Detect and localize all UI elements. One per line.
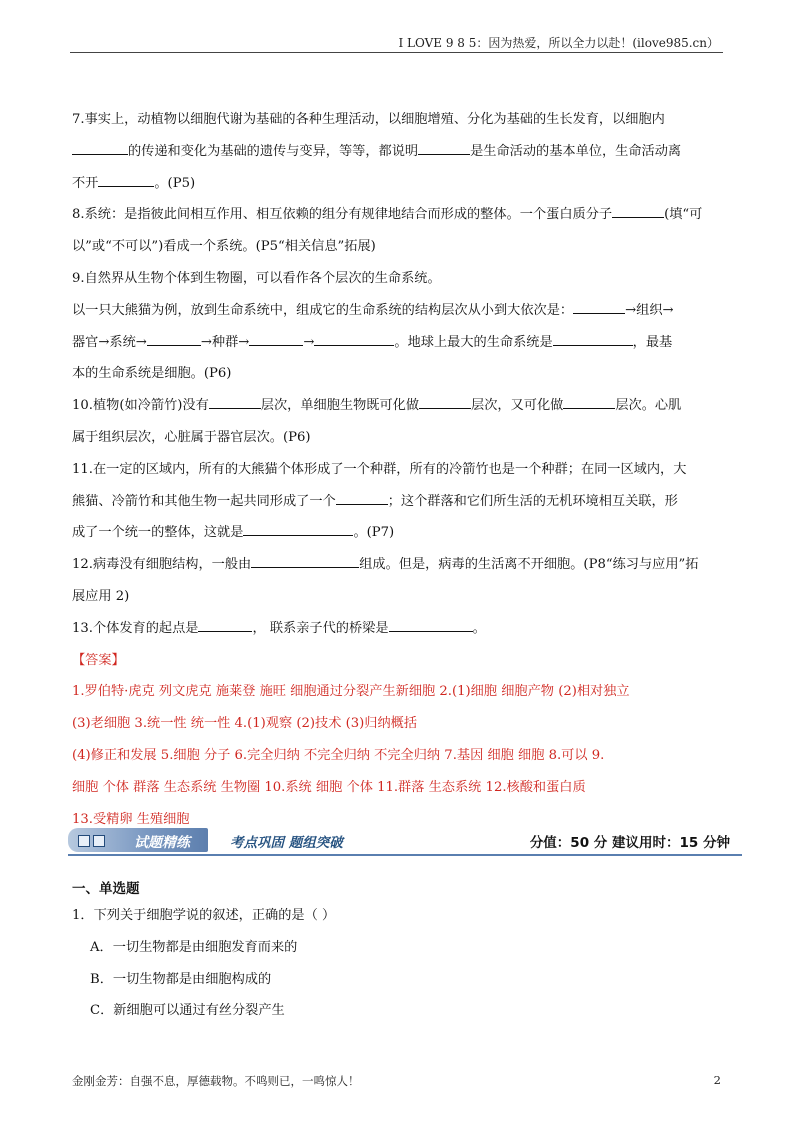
page-number: 2 [713,1073,721,1087]
answer-block [72,676,724,835]
item-8-text: 以”或“不可以”)看成一个系统。(P5“相关信息”拓展) [72,239,376,255]
blank [573,299,625,314]
item-10-text: 层次，又可化做 [471,398,564,414]
item-9-text: 器官→系统→ [72,334,147,350]
item-11-text: 成了一个统一的整体，这就是 [72,525,244,541]
item-9-text: ，最基 [632,334,673,350]
item-8-text: (填“可 [664,207,703,223]
blank [553,331,633,346]
item-11 [72,454,724,549]
item-11-text: 。(P7) [353,525,395,541]
answer-line: 1.罗伯特·虎克 列文虎克 施莱登 施旺 细胞通过分裂产生新细胞 2.(1)细胞 细胞产物 (2)相对独立 [72,684,630,700]
item-12-text: 展应用 2) [72,588,130,604]
blank [147,331,201,346]
blank [249,331,303,346]
item-10-text: 属于组织层次，心脏属于器官层次。(P6) [72,429,311,445]
blank [389,617,473,632]
banner-score: 分值：50 分 建议用时：15 分钟 [529,835,730,851]
answer-line: (3)老细胞 3.统一性 统一性 4.(1)观察 (2)技术 (3)归纳概括 [72,716,418,732]
banner-rule [68,854,742,856]
item-8 [72,199,724,263]
item-12-text: 12.病毒没有细胞结构，一般由 [72,557,252,573]
blank [243,521,353,536]
item-7-text: 的传递和变化为基础的遗传与变异，等等，都说明 [128,143,419,159]
page-header: I LOVE 9 8 5：因为热爱，所以全力以赴！(ilove985.cn） [398,36,719,50]
item-11-text: ；这个群落和它们所生活的无机环境相互关联，形 [387,493,678,509]
banner-label: 试题精练 [134,835,190,851]
item-13-text: 。 [472,620,486,636]
item-7-text: 是生命活动的基本单位，生命活动离 [470,143,682,159]
blank [98,172,154,187]
blank [72,140,128,155]
item-13-text: 13.个体发育的起点是 [72,620,199,636]
section-banner [68,826,742,858]
answer-line: (4)修正和发展 5.细胞 分子 6.完全归纳 不完全归纳 不完全归纳 7.基因 细胞 细胞 8.可以 9. [72,747,605,763]
item-8-text: 8.系统：是指彼此间相互作用、相互依赖的组分有规律地结合而形成的整体。一个蛋白质分子 [72,207,613,223]
item-9-text: 。地球上最大的生命系统是 [394,334,553,350]
item-12 [72,549,724,613]
item-11-text: 熊猫、冷箭竹和其他生物一起共同形成了一个 [72,493,336,509]
blank [209,394,261,409]
question-1 [72,900,724,1027]
option-b: B．一切生物都是由细胞构成的 [90,971,272,987]
blank [419,394,471,409]
blank [251,553,359,568]
item-13 [72,613,724,645]
item-9-text: 本的生命系统是细胞。(P6) [72,366,232,382]
blank [563,394,615,409]
item-7 [72,104,724,199]
footer-motto: 金刚金芳：自强不息，厚德载物。不鸣则已，一鸣惊人！ [72,1074,360,1088]
item-7-text: 。(P5) [154,175,196,191]
answer-line: 13.受精卵 生殖细胞 [72,811,190,827]
header-rule [70,52,723,53]
blank [612,203,664,218]
item-10-text: 层次，单细胞生物既可化做 [260,398,420,414]
question-stem: 1．下列关于细胞学说的叙述，正确的是（ ） [72,908,336,923]
option-c: C．新细胞可以通过有丝分裂产生 [90,1003,285,1019]
item-7-text: 不开 [72,175,99,191]
document-body [72,104,724,835]
section-title: 一、单选题 [72,881,140,897]
item-7-text: 7.事实上，动植物以细胞代谢为基础的各种生理活动，以细胞增殖、分化为基础的生长发育，以细胞内 [72,112,665,127]
item-11-text: 11.在一定的区域内，所有的大熊猫个体形成了一个种群，所有的冷箭竹也是一个种群；在同一区域内，大 [72,461,687,477]
answer-line: 细胞 个体 群落 生态系统 生物圈 10.系统 细胞 个体 11.群落 生态系统 12.核酸和蛋白质 [72,779,586,795]
item-9-text: 9.自然界从生物个体到生物圈，可以看作各个层次的生命系统。 [72,270,441,286]
item-10-text: 层次。心肌 [615,398,682,414]
item-9-text: →种群→ [200,334,250,350]
option-a: A．一切生物都是由细胞发育而来的 [90,939,298,955]
item-10-text: 10.植物(如冷箭竹)没有 [72,398,209,414]
item-9-text: →组织→ [625,302,674,318]
answer-heading: 【答案】 [72,652,125,668]
item-12-text: 组成。但是，病毒的生活离不开细胞。(P8“练习与应用”拓 [359,557,699,573]
item-10 [72,390,724,454]
banner-tag [68,828,208,852]
item-9-text: → [303,334,315,350]
blank [418,140,470,155]
blank [314,331,394,346]
item-13-text: ， 联系亲子代的桥梁是 [252,620,389,636]
blank [198,617,252,632]
blank [336,490,388,505]
book-icon [78,835,108,847]
item-9-text: 以一只大熊猫为例，放到生命系统中，组成它的生命系统的结构层次从小到大依次是： [72,302,574,318]
banner-subtitle: 考点巩固 题组突破 [230,835,343,851]
item-9 [72,263,724,390]
